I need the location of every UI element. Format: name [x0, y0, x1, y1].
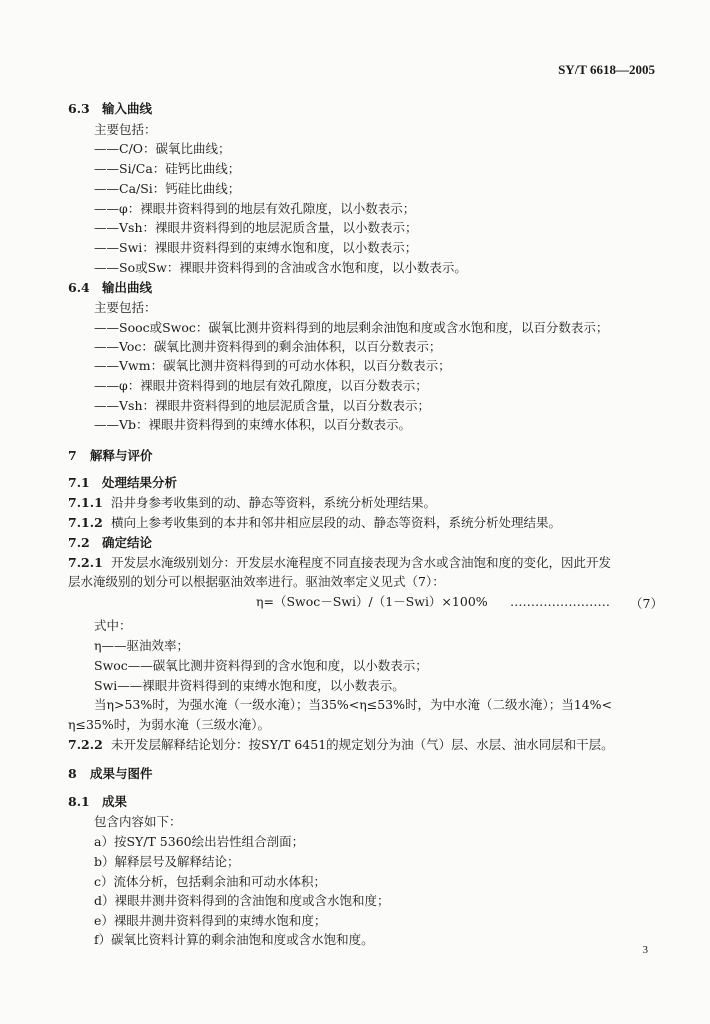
- definition-item: η——驱油效率；: [94, 638, 189, 653]
- list-item: ——Sooc或Swoc：碳氧比测井资料得到的地层剩余油饱和度或含水饱和度，以百分数表示；: [94, 320, 609, 335]
- clause-7-2-1: [68, 555, 611, 571]
- heading-8: [68, 766, 153, 782]
- list-item: f）碳氧比资料计算的剩余油饱和度或含水饱和度。: [94, 932, 374, 947]
- clause-7-2-2: [68, 737, 614, 753]
- where-label: 式中：: [94, 618, 132, 633]
- heading-6-4: [68, 280, 152, 296]
- heading-number: 7: [68, 448, 77, 463]
- clause-number: 7.1.1: [68, 495, 103, 510]
- list-item: b）解释层号及解释结论；: [94, 854, 240, 869]
- criteria-line-continued: η≤35%时，为弱水淹（三级水淹）。: [68, 717, 270, 732]
- heading-title: 确定结论: [102, 535, 153, 550]
- heading-7: [68, 448, 153, 464]
- clause-7-2-1-continued: 层水淹级别的划分可以根据驱油效率进行。驱油效率定义见式（7）：: [68, 574, 445, 589]
- heading-title: 处理结果分析: [102, 475, 178, 490]
- heading-8-1: [68, 794, 127, 810]
- criteria-line: 当η>53%时，为强水淹（一级水淹）；当35%<η≤53%时，为中水淹（二级水淹）；当14%<: [94, 697, 613, 712]
- list-item: ——Vsh：裸眼井资料得到的地层泥质含量，以百分数表示；: [94, 398, 430, 413]
- list-item: ——Voc：碳氧比测井资料得到的剩余油体积，以百分数表示；: [94, 339, 442, 354]
- definition-item: Swoc——碳氧比测井资料得到的含水饱和度，以小数表示；: [94, 658, 428, 673]
- heading-title: 输出曲线: [102, 280, 153, 295]
- heading-number: 6.4: [68, 280, 90, 295]
- intro-6-4: 主要包括：: [94, 300, 157, 315]
- equation-leader-dots: ……………………: [510, 594, 610, 609]
- list-item: ——So或Sw：裸眼井资料得到的含油或含水饱和度，以小数表示。: [94, 260, 467, 275]
- list-item: ——Vwm：碳氧比测井资料得到的可动水体积，以百分数表示；: [94, 358, 451, 373]
- intro-8-1: 包含内容如下：: [94, 814, 182, 829]
- clause-text: 未开发层解释结论划分：按SY/T 6451的规定划分为油（气）层、水层、油水同层和干层。: [111, 737, 614, 752]
- clause-number: 7.2.1: [68, 555, 103, 570]
- list-item: ——Si/Ca：硅钙比曲线；: [94, 161, 241, 176]
- heading-number: 7.1: [68, 475, 90, 490]
- heading-title: 输入曲线: [102, 101, 153, 116]
- heading-7-1: [68, 475, 177, 491]
- list-item: ——Swi：裸眼井资料得到的束缚水饱和度，以小数表示；: [94, 240, 418, 255]
- clause-7-1-1: [68, 495, 436, 511]
- list-item: ——φ：裸眼井资料得到的地层有效孔隙度，以小数表示；: [94, 201, 416, 216]
- heading-7-2: [68, 535, 152, 551]
- list-item: ——Vsh：裸眼井资料得到的地层泥质含量，以小数表示；: [94, 220, 418, 235]
- clause-text: 横向上参考收集到的本井和邻井相应层段的动、静态等资料，系统分析处理结果。: [111, 515, 562, 530]
- heading-title: 成果与图件: [90, 766, 153, 781]
- clause-number: 7.1.2: [68, 515, 103, 530]
- list-item: c）流体分析，包括剩余油和可动水体积；: [94, 874, 327, 889]
- heading-number: 6.3: [68, 101, 90, 116]
- heading-number: 8.1: [68, 794, 90, 809]
- equation-7: η=（Swoc－Swi）/（1－Swi）×100%: [256, 594, 488, 609]
- list-item: ——φ：裸眼井资料得到的地层有效孔隙度，以百分数表示；: [94, 378, 428, 393]
- heading-number: 7.2: [68, 535, 90, 550]
- clause-text: 开发层水淹级别划分：开发层水淹程度不同直接表现为含水或含油饱和度的变化，因此开发: [111, 555, 612, 570]
- heading-6-3: [68, 101, 152, 117]
- definition-item: Swi——裸眼井资料得到的束缚水饱和度，以小数表示。: [94, 678, 405, 693]
- list-item: a）按SY/T 5360绘出岩性组合剖面；: [94, 834, 305, 849]
- page-number: 3: [642, 944, 648, 956]
- list-item: e）裸眼井测井资料得到的束缚水饱和度；: [94, 913, 327, 928]
- clause-7-1-2: [68, 515, 561, 531]
- list-item: ——Ca/Si：钙硅比曲线；: [94, 181, 241, 196]
- heading-number: 8: [68, 766, 77, 781]
- heading-title: 成果: [102, 794, 128, 809]
- heading-title: 解释与评价: [90, 448, 153, 463]
- standard-code-header: SY/T 6618—2005: [558, 62, 655, 77]
- intro-6-3: 主要包括：: [94, 122, 157, 137]
- clause-text: 沿井身参考收集到的动、静态等资料，系统分析处理结果。: [111, 495, 437, 510]
- list-item: d）裸眼井测井资料得到的含油饱和度或含水饱和度；: [94, 893, 390, 908]
- clause-number: 7.2.2: [68, 737, 103, 752]
- list-item: ——C/O：碳氧比曲线；: [94, 141, 231, 156]
- equation-number: （7）: [630, 596, 663, 611]
- list-item: ——Vb：裸眼井资料得到的束缚水体积，以百分数表示。: [94, 417, 412, 432]
